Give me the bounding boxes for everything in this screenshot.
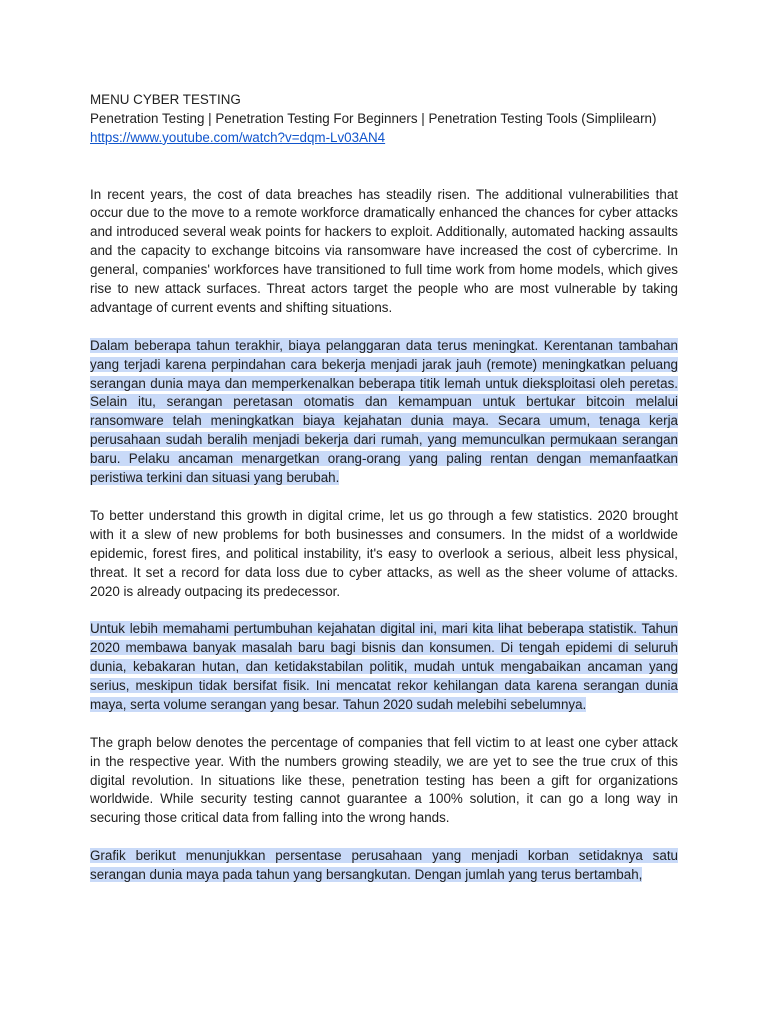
document-page bbox=[90, 91, 678, 885]
paragraph-indonesian-1 bbox=[90, 337, 678, 488]
paragraph-indonesian-3 bbox=[90, 847, 678, 885]
document-title: MENU CYBER TESTING bbox=[90, 92, 241, 107]
paragraph-text: To better understand this growth in digital crime, let us go through a few statistics. 2020 brought with it a slew of new problems for both businesses and consumers. In the midst of a worldwide epidemic, forest fires, and political instability, it's easy to overlook a serious, albeit less physical, threat. It set a record for data loss due to cyber attacks, as well as the sheer volume of attacks. 2020 is already outpacing its predecessor. bbox=[90, 507, 678, 599]
paragraph-text: The graph below denotes the percentage of companies that fell victim to at least one cyber attack in the respective year. With the numbers growing steadily, we are yet to see the true crux of this digital revolution. In situations like these, penetration testing has been a gift for organizations worldwide. While security testing cannot guarantee a 100% solution, it can go a long way in securing those critical data from falling into the wrong hands. bbox=[90, 734, 678, 826]
paragraph-text: In recent years, the cost of data breaches has steadily risen. The additional vulnerabilities that occur due to the move to a remote workforce dramatically enhanced the chances for cyber attacks and introduced several weak points for hackers to exploit. Additionally, automated hacking assaults and the capacity to exchange bitcoins via ransomware have increased the cost of cybercrime. In general, companies' workforces have transitioned to full time work from home models, which gives rise to new attack surfaces. Threat actors target the people who are most vulnerable by taking advantage of current events and shifting situations. bbox=[90, 186, 678, 315]
highlighted-paragraph-text: Grafik berikut menunjukkan persentase perusahaan yang menjadi korban setidaknya satu serangan dunia maya pada tahun yang bersangkutan. Dengan jumlah yang terus bertambah, bbox=[90, 848, 678, 883]
highlighted-paragraph-text: Untuk lebih memahami pertumbuhan kejahatan digital ini, mari kita lihat beberapa statistik. Tahun 2020 membawa banyak masalah baru bagi bisnis dan konsumen. Di tengah epidemi di seluruh dunia, kebakaran hutan, dan ketidakstabilan politik, mudah untuk mengabaikan ancaman yang serius, meskipun tidak bersifat fisik. Ini mencatat rekor kehilangan data karena serangan dunia maya, serta volume serangan yang besar. Tahun 2020 sudah melebihi sebelumnya. bbox=[90, 621, 678, 712]
paragraph-indonesian-2 bbox=[90, 620, 678, 715]
youtube-link[interactable]: https://www.youtube.com/watch?v=dqm-Lv03AN4 bbox=[90, 129, 386, 145]
paragraph-english-2 bbox=[90, 507, 678, 602]
paragraph-english-3 bbox=[90, 734, 678, 829]
video-title: Penetration Testing | Penetration Testing For Beginners | Penetration Testing Tools (Simplilearn) bbox=[90, 110, 657, 126]
paragraph-english-1 bbox=[90, 186, 678, 318]
highlighted-paragraph-text: Dalam beberapa tahun terakhir, biaya pelanggaran data terus meningkat. Kerentanan tambahan yang terjadi karena perpindahan cara bekerja menjadi jarak jauh (remote) meningkatkan peluang serangan dunia maya dan memperkenalkan beberapa titik lemah untuk dieksploitasi oleh peretas. Selain itu, serangan peretasan otomatis dan kemampuan untuk bertukar bitcoin melalui ransomware telah meningkatkan biaya kejahatan dunia maya. Secara umum, tenaga kerja perusahaan sudah beralih menjadi bekerja dari rumah, yang memunculkan permukaan serangan baru. Pelaku ancaman menargetkan orang-orang yang paling rentan dengan memanfaatkan peristiwa terkini dan situasi yang berubah. bbox=[90, 337, 678, 486]
